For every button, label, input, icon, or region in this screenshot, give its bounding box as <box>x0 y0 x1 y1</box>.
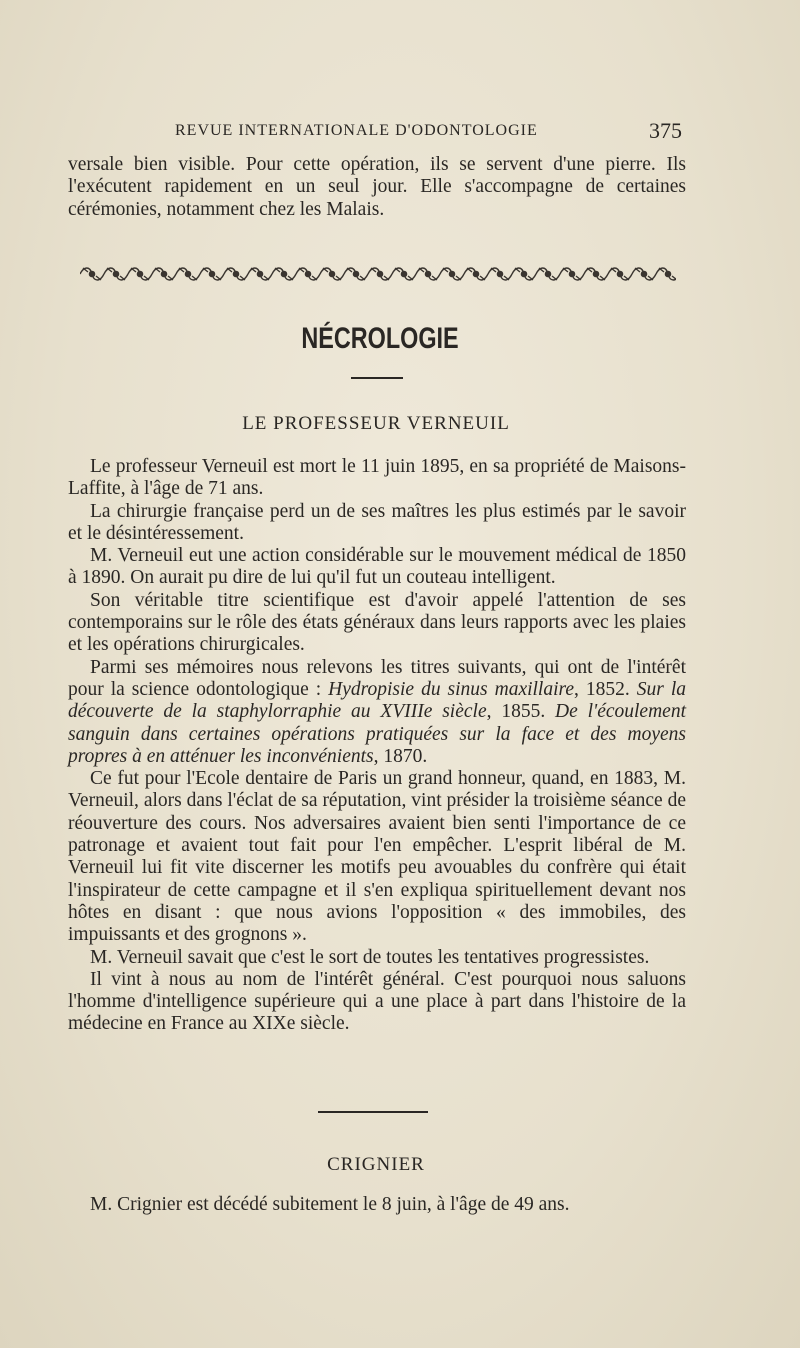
paragraph: M. Verneuil savait que c'est le sort de toutes les tentatives progressistes. <box>90 946 650 968</box>
paragraph: La chirurgie française perd un de ses maîtres les plus estimés par le savoir et le désintéressement. <box>68 500 686 544</box>
article-body <box>68 456 686 1036</box>
paragraph-titles <box>68 657 686 768</box>
section-title: NÉCROLOGIE <box>301 322 459 355</box>
divider-rule <box>351 377 403 379</box>
page-number: 375 <box>649 118 682 143</box>
paragraph: Ce fut pour l'Ecole dentaire de Paris un grand honneur, quand, en 1883, M. Verneuil, alors dans l'éclat de sa réputation, vint présider la troisième séance de réouverture des cours. Nos adversaires avaient bien senti l'importance de ce patronage et avaient tout fait pour l'en empêcher. L'esprit libéral de M. Verneuil lui fit vite discerner les motifs peu avouables du confrère qui était l'inspirateur de cette campagne et il s'en expliqua spirituellement devant nos hôtes en disant : que nous avions l'opposition « des immobiles, des impuissants et des grognons ». <box>68 768 686 946</box>
divider-rule <box>318 1111 428 1113</box>
paragraph: Il vint à nous au nom de l'intérêt général. C'est pourquoi nous saluons l'homme d'intelligence supérieure qui a une place à part dans l'histoire de la médecine en France au XIXe siècle. <box>68 968 686 1035</box>
journal-title: REVUE INTERNATIONALE D'ODONTOLOGIE <box>175 122 538 139</box>
continued-paragraph <box>68 154 686 221</box>
paragraph: versale bien visible. Pour cette opération, ils se servent d'une pierre. Ils l'exécutent rapidement en un seul jour. Elle s'accompagne de certaines cérémonies, notamment chez les Malais. <box>68 154 686 220</box>
paragraph: Son véritable titre scientifique est d'avoir appelé l'attention de ses contemporains sur le rôle des états généraux dans leurs rapports avec les plaies et les opérations chirurgicales. <box>68 589 686 656</box>
paragraph: M. Verneuil eut une action considérable sur le mouvement médical de 1850 à 1890. On aurait pu dire de lui qu'il fut un couteau intelligent. <box>68 545 686 589</box>
ornament-band-icon <box>80 264 676 284</box>
paragraph: Le professeur Verneuil est mort le 11 juin 1895, en sa propriété de Maisons-Laffite, à l'âge de 71 ans. <box>68 456 686 500</box>
paragraph: M. Crignier est décédé subitement le 8 juin, à l'âge de 49 ans. <box>90 1194 570 1215</box>
article-title: LE PROFESSEUR VERNEUIL <box>242 413 510 434</box>
work-title: De l'écoulement sanguin dans certaines opérations pratiquées sur la face et des moyens propres à en atténuer les inconvénients <box>68 701 686 767</box>
work-year: , 1855. <box>486 701 556 723</box>
paragraph-intro: Parmi ses mémoires nous relevons les titres suivants, qui ont de l'intérêt pour la science odontologique : <box>68 656 686 700</box>
work-year: , 1852. <box>574 678 637 700</box>
article-body <box>68 1194 686 1216</box>
article-title: CRIGNIER <box>327 1154 425 1175</box>
work-title: Hydropisie du sinus maxillaire <box>328 678 575 700</box>
work-year: , 1870. <box>373 745 428 767</box>
running-header <box>70 118 682 142</box>
work-title: Sur la découverte de la staphylorraphie au XVIIIe siècle <box>68 678 686 723</box>
